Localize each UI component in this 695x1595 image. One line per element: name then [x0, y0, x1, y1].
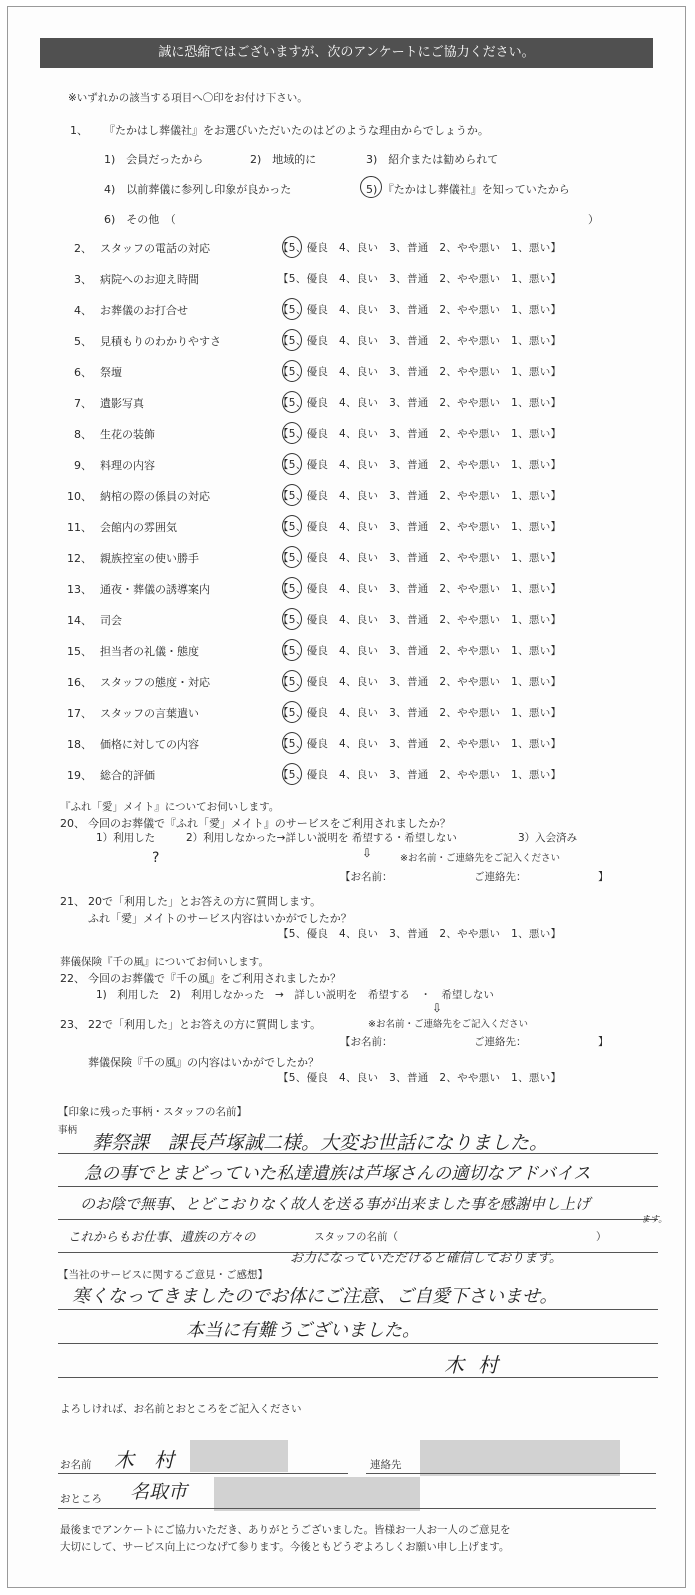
rating-question-text: 総合的評価	[100, 769, 155, 782]
answer-circle	[282, 422, 302, 444]
impression-side-label: 事柄	[58, 1125, 78, 1136]
down-arrow-icon: ⇩	[432, 1001, 443, 1015]
answer-circle	[282, 732, 302, 754]
rating-scale: 【5、優良 4、良い 3、普通 2、やや悪い 1、悪い】	[278, 583, 562, 595]
rating-question-number: 15、	[67, 645, 92, 658]
write-line	[58, 1377, 658, 1378]
handwritten-opinion-1: 寒くなってきましたのでお体にご注意、ご自愛下さいませ。	[72, 1286, 558, 1307]
q23-scale: 【5、優良 4、良い 3、普通 2、やや悪い 1、悪い】	[278, 1072, 562, 1084]
handwritten-line-3: のお陰で無事、とどこおりなく故人を送る事が出来ました事を感謝申し上げ	[80, 1195, 591, 1213]
handwritten-line-3-end: ます。	[641, 1215, 668, 1225]
write-line	[58, 1186, 658, 1187]
rating-question-number: 6、	[74, 366, 92, 379]
answer-circle	[282, 453, 302, 475]
handwritten-signature: 木村	[444, 1353, 512, 1377]
q20-note: ※お名前・ご連絡先をご記入ください	[400, 853, 560, 864]
answer-circle	[282, 639, 302, 661]
q23-contact-label: ご連絡先：	[474, 1036, 527, 1048]
rating-question-text: 病院へのお迎え時間	[100, 273, 199, 286]
write-line	[58, 1343, 658, 1344]
down-arrow-icon: ⇩	[362, 846, 373, 860]
rating-scale: 【5、優良 4、良い 3、普通 2、やや悪い 1、悪い】	[278, 645, 562, 657]
rating-scale: 【5、優良 4、良い 3、普通 2、やや悪い 1、悪い】	[278, 335, 562, 347]
write-line	[58, 1508, 656, 1509]
answer-circle	[282, 763, 302, 785]
q20-text: 今回のお葬儀で『ふれ「愛」メイト』のサービスをご利用されましたか？	[88, 817, 451, 830]
rating-question-text: 担当者の礼儀・態度	[100, 645, 199, 658]
rating-scale: 【5、優良 4、良い 3、普通 2、やや悪い 1、悪い】	[278, 459, 562, 471]
rating-question-number: 11、	[67, 521, 92, 534]
opinion-label: 【当社のサービスに関するご意見・ご感想】	[58, 1269, 268, 1281]
rating-scale: 【5、優良 4、良い 3、普通 2、やや悪い 1、悪い】	[278, 490, 562, 502]
q23-text: 22で「利用した」とお答えの方に質問します。	[88, 1018, 322, 1031]
survey-header	[40, 38, 653, 68]
rating-question-number: 17、	[67, 707, 92, 720]
answer-circle	[282, 484, 302, 506]
rating-question-number: 13、	[67, 583, 92, 596]
q21-number: 21、	[60, 895, 85, 908]
rating-question-text: 会館内の雰囲気	[100, 521, 177, 534]
q23-subtext: 葬儀保険『千の風』の内容はいかがでしたか？	[88, 1056, 319, 1069]
rating-scale: 【5、優良 4、良い 3、普通 2、やや悪い 1、悪い】	[278, 769, 562, 781]
answer-circle	[282, 515, 302, 537]
fureai-section-title: 『ふれ「愛」メイト』についてお伺いします。	[60, 801, 280, 813]
answer-circle	[282, 608, 302, 630]
q23-note: ※お名前・ご連絡先をご記入ください	[368, 1019, 528, 1030]
q20-option-3: 3）入会済み	[518, 832, 578, 844]
staff-name-close: ）	[596, 1231, 607, 1243]
q22-text: 今回のお葬儀で『千の風』をご利用されましたか？	[88, 972, 341, 985]
rating-question-number: 2、	[74, 242, 92, 255]
rating-scale: 【5、優良 4、良い 3、普通 2、やや悪い 1、悪い】	[278, 552, 562, 564]
answer-circle	[282, 701, 302, 723]
address-value: 名取市	[130, 1481, 188, 1503]
rating-question-number: 14、	[67, 614, 92, 627]
answer-circle	[360, 176, 382, 198]
rating-scale: 【5、優良 4、良い 3、普通 2、やや悪い 1、悪い】	[278, 428, 562, 440]
q23-close: 】	[598, 1036, 609, 1048]
q21-subtext: ふれ「愛」メイトのサービス内容はいかがでしたか？	[88, 912, 352, 925]
q20-option-1: 1）利用した	[96, 832, 156, 844]
q1-number: 1、	[70, 124, 88, 137]
handwritten-line-4a: これからもお仕事、遺族の方々の	[68, 1229, 256, 1244]
answer-circle	[282, 546, 302, 568]
q1-option-4: 4) 以前葬儀に参列し印象が良かった	[104, 183, 292, 196]
answer-circle	[282, 298, 302, 320]
redacted-address	[214, 1477, 420, 1511]
handwritten-line-1: 葬祭課 課長芦塚誠二様。大変お世話になりました。	[92, 1132, 549, 1154]
write-line	[58, 1473, 348, 1474]
footer-line-1: 最後までアンケートにご協力いただき、ありがとうございました。皆様お一人お一人のご意見を	[60, 1524, 511, 1536]
answer-circle	[282, 329, 302, 351]
rating-scale: 【5、優良 4、良い 3、普通 2、やや悪い 1、悪い】	[278, 273, 562, 285]
address-label: おところ	[60, 1493, 102, 1505]
phone-label: 連絡先	[370, 1459, 402, 1471]
contact-prompt: よろしければ、お名前とおところをご記入ください	[60, 1403, 302, 1415]
rating-question-text: お葬儀のお打合せ	[100, 304, 188, 317]
rating-question-number: 19、	[67, 769, 92, 782]
question-mark-icon: ?	[152, 850, 160, 866]
q23-number: 23、	[60, 1018, 85, 1031]
rating-question-text: 遺影写真	[100, 397, 144, 410]
q22-options: 1) 利用した 2) 利用しなかった → 詳しい説明を 希望する ・ 希望しない	[96, 989, 494, 1001]
rating-question-text: 司会	[100, 614, 122, 627]
hoken-section-title: 葬儀保険『千の風』についてお伺いします。	[60, 956, 269, 968]
rating-question-text: 料理の内容	[100, 459, 155, 472]
rating-question-number: 4、	[74, 304, 92, 317]
q20-option-2: 2）利用しなかった→詳しい説明を 希望する・希望しない	[186, 832, 457, 844]
instruction-text: ※いずれかの該当する項目へ〇印をお付け下さい。	[68, 92, 308, 104]
rating-question-text: スタッフの電話の対応	[100, 242, 210, 255]
footer-line-2: 大切にして、サービス向上につなげて参ります。今後ともどうぞよろしくお願い申し上げます。	[60, 1541, 510, 1553]
q20-name-label: 【お名前：	[340, 871, 393, 883]
write-line	[58, 1219, 658, 1220]
q21-scale: 【5、優良 4、良い 3、普通 2、やや悪い 1、悪い】	[278, 928, 562, 940]
rating-question-number: 9、	[74, 459, 92, 472]
answer-circle	[282, 360, 302, 382]
q1-text: 『たかはし葬儀社』をお選びいただいたのはどのような理由からでしょうか。	[104, 124, 489, 137]
rating-scale: 【5、優良 4、良い 3、普通 2、やや悪い 1、悪い】	[278, 397, 562, 409]
rating-question-number: 8、	[74, 428, 92, 441]
rating-question-number: 3、	[74, 273, 92, 286]
answer-circle	[282, 236, 302, 258]
q1-option-2: 2) 地域的に	[250, 153, 317, 166]
rating-question-text: 通夜・葬儀の誘導案内	[100, 583, 210, 596]
rating-question-text: スタッフの言葉遣い	[100, 707, 199, 720]
handwritten-opinion-2: 本当に有難うございました。	[186, 1320, 420, 1341]
q1-option-6-close: ）	[588, 213, 599, 226]
q1-option-3: 3) 紹介または勧められて	[366, 153, 499, 166]
q1-option-1: 1) 会員だったから	[104, 153, 204, 166]
rating-question-number: 10、	[67, 490, 92, 503]
rating-question-text: 生花の装飾	[100, 428, 155, 441]
q22-number: 22、	[60, 972, 85, 985]
handwritten-line-4b: お力になっていただけると確信しております。	[290, 1251, 562, 1266]
handwritten-line-2: 急の事でとまどっていた私達遺族は芦塚さんの適切なアドバイス	[84, 1164, 591, 1184]
rating-scale: 【5、優良 4、良い 3、普通 2、やや悪い 1、悪い】	[278, 738, 562, 750]
q21-text: 20で「利用した」とお答えの方に質問します。	[88, 895, 322, 908]
name-value: 木 村	[114, 1448, 174, 1472]
write-line	[58, 1309, 658, 1310]
rating-scale: 【5、優良 4、良い 3、普通 2、やや悪い 1、悪い】	[278, 242, 562, 254]
rating-question-number: 12、	[67, 552, 92, 565]
rating-question-text: 価格に対しての内容	[100, 738, 199, 751]
q20-contact-label: ご連絡先：	[474, 871, 527, 883]
rating-question-number: 18、	[67, 738, 92, 751]
rating-question-number: 7、	[74, 397, 92, 410]
staff-name-label: スタッフの名前（	[314, 1231, 398, 1243]
header-title: 誠に恐縮ではございますが、次のアンケートにご協力ください。	[158, 45, 535, 60]
rating-question-text: 親族控室の使い勝手	[100, 552, 199, 565]
rating-scale: 【5、優良 4、良い 3、普通 2、やや悪い 1、悪い】	[278, 707, 562, 719]
q23-name-label: 【お名前：	[340, 1036, 393, 1048]
write-line	[366, 1473, 656, 1474]
rating-question-text: 見積もりのわかりやすさ	[100, 335, 221, 348]
rating-scale: 【5、優良 4、良い 3、普通 2、やや悪い 1、悪い】	[278, 676, 562, 688]
rating-question-text: スタッフの態度・対応	[100, 676, 210, 689]
rating-scale: 【5、優良 4、良い 3、普通 2、やや悪い 1、悪い】	[278, 614, 562, 626]
redacted-name	[190, 1440, 288, 1472]
rating-scale: 【5、優良 4、良い 3、普通 2、やや悪い 1、悪い】	[278, 366, 562, 378]
rating-question-text: 祭壇	[100, 366, 122, 379]
q1-option-6: 6) その他 （	[104, 213, 176, 226]
answer-circle	[282, 670, 302, 692]
rating-scale: 【5、優良 4、良い 3、普通 2、やや悪い 1、悪い】	[278, 304, 562, 316]
rating-question-number: 16、	[67, 676, 92, 689]
q20-number: 20、	[60, 817, 85, 830]
rating-question-number: 5、	[74, 335, 92, 348]
rating-question-text: 納棺の際の係員の対応	[100, 490, 210, 503]
q1-option-5: 5) 『たかはし葬儀社』を知っていたから	[366, 183, 570, 196]
answer-circle	[282, 577, 302, 599]
name-label: お名前	[60, 1459, 92, 1471]
q20-close: 】	[598, 871, 609, 883]
impression-label: 【印象に残った事柄・スタッフの名前】	[58, 1106, 247, 1118]
rating-scale: 【5、優良 4、良い 3、普通 2、やや悪い 1、悪い】	[278, 521, 562, 533]
answer-circle	[282, 391, 302, 413]
redacted-phone	[420, 1440, 620, 1476]
